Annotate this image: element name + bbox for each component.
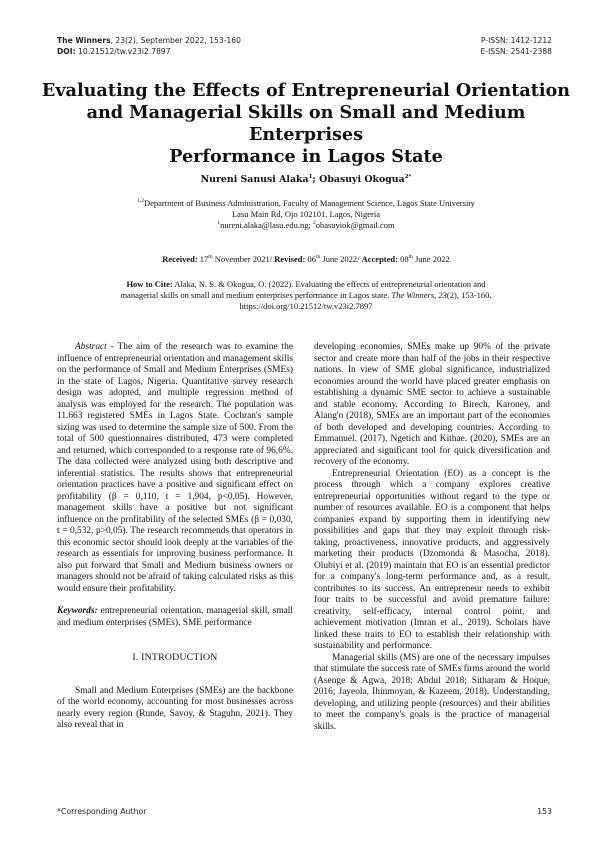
affiliation-sup: 1,2 — [137, 198, 144, 205]
cite-part-3: (2), 153-160. — [446, 290, 492, 300]
keywords — [57, 606, 293, 629]
email-2-sup: 2 — [312, 220, 316, 227]
left-column — [57, 342, 293, 732]
email-2[interactable]: obasuyiok@gmail.com — [315, 220, 395, 230]
body-paragraph-continued: developing economies, SMEs make up 90% of the private sector and create more than half of the jobs in their respective nations. In view of SME global significance, industrialized economies around the world have placed greater emphasis on establishing a dynamic SME sector to achieve a sustainable and stable economy. According to Birech, Karoney, and Alang'o (2018), SMEs are an important part of the economies of both developed and developing countries. According to Emmanuel. (2017), Ngetich and Kithae. (2020), SMEs are an appreciated and significant tool for quick diversification and recovery of the economy. — [314, 342, 550, 467]
revised-day: 06 — [305, 254, 316, 264]
intro-paragraph-1: Small and Medium Enterprises (SMEs) are the backbone of the world economy, accounting for most businesses across nearly every region (Runde, Savoy, & Staguhn, 2021). They also reveal that in — [57, 685, 293, 730]
submission-dates — [40, 254, 572, 264]
author-list — [40, 174, 572, 185]
keywords-label: Keywords: — [57, 606, 98, 616]
body-paragraph-ms: Managerial skills (MS) are one of the necessary impulses that stimulate the success rate of SMEs firms around the world (Asenge & Agwa, 2018; Abdul 2018; Sitharam & Hoque, 2016; Jayeola, Ihinmoyan, & Kazeem, 2018). Understanding, developing, and utilizing people (resources) and their abilities to meet the company's goals is the practice of managerial skills. — [314, 652, 550, 732]
doi-label: DOI: — [57, 47, 76, 56]
author-2: Obasuyi Okogua — [319, 174, 405, 185]
journal-citation-line — [57, 35, 241, 46]
keywords-text: entrepreneurial orientation, managerial skill, small and medium enterprises (SMEs), SME performance — [57, 606, 293, 628]
revised-rest: June 2022/ — [320, 254, 362, 264]
title-line-3: Performance in Lagos State — [169, 146, 443, 167]
accepted-label: Accepted: — [361, 254, 398, 264]
affiliation — [40, 198, 572, 231]
issn-block — [481, 35, 552, 57]
body-paragraph-eo: Entrepreneurial Orientation (EO) as a concept is the process through which a company explores creative entrepreneurial opportunities without regard to the type or number of resources available. EO is a component that helps companies expand by supporting them in identifying new possibilities and gaps that they may exploit through risk-taking, proactiveness, innovative products, and aggressively marketing their products (Dzomonda & Masocha, 2018). Olubiyi et al. (2019) maintain that EO is an essential predictor for a company's long-term performance and, as a result, contributes to its success. An entrepreneur needs to exhibit four traits to be successful and avoid premature failure: creativity, self-efficacy, internal control point, and achievement motivation (Imran et al., 2019). Scholars have linked these traits to EO to establish their relationship with sustainability and performance. — [314, 468, 550, 651]
cite-url[interactable]: https://doi.org/10.21512/tw.v23i2.7897 — [239, 301, 373, 311]
email-1[interactable]: nureni.alaka@lasu.edu.ng; — [220, 220, 313, 230]
accepted-day: 08 — [397, 254, 409, 264]
cite-label: How to Cite: — [126, 279, 173, 289]
doi-value[interactable]: 10.21512/tw.v23i2.7897 — [75, 47, 171, 56]
author-separator: ; — [312, 174, 320, 185]
pissn: P-ISSN: 1412-1212 — [480, 36, 552, 45]
author-2-sup: 2* — [404, 173, 412, 180]
revised-sup: th — [316, 254, 321, 261]
doi-line — [57, 46, 241, 57]
journal-issue: , 23(2), September 2022, 153-160 — [110, 36, 241, 45]
cite-line-1 — [40, 279, 572, 290]
how-to-cite — [40, 279, 572, 312]
affiliation-text: Department of Business Administration, Faculty of Management Science, Lagos State University — [143, 198, 475, 208]
abstract-text: - The aim of the research was to examine the influence of entrepreneurial orientation and management skills on the performance of Small and Medium Enterprises (SMEs) in the state of Lagos, Nigeria. Quantitative survey research design was adopted, and multiple regression method of analysis was employed for the research. The population was 11.663 registered SMEs in Lagos State. Cochran's sample sizing was used to determine the sample size of 500. From the total of 500 questionnaires distributed, 473 were completed and returned, which corresponded to a response rate of 96,6%. The data collected were analyzed using both descriptive and inferential statistics. The results shows that entrepreneurial orientation practices have a positive and significant effect on profitability (β = 0,110, t = 1,904, p<0,05). However, management skills have a positive but not significant influence on the profitability of the selected SMEs (β = 0,030, t = 0,532, p>0,05). The research recommends that operators in this economic sector should look deeply at the variables of the research as essentials for improving business performance. It also put forward that Small and Medium business owners or managers should not be afraid of taking calculated risks as this would ensure their profitability. — [57, 342, 293, 594]
received-rest: November 2021/ — [212, 254, 275, 264]
title-line-1: Evaluating the Effects of Entrepreneurial Orientation — [41, 80, 571, 101]
author-1-sup: 1 — [308, 173, 313, 180]
journal-header — [57, 35, 241, 57]
accepted-rest: June 2022 — [412, 254, 450, 264]
abstract-label: Abstract — [75, 342, 107, 352]
email-line — [40, 220, 572, 231]
revised-label: Revised: — [274, 254, 306, 264]
eissn: E-ISSN: 2541-2388 — [480, 47, 552, 56]
author-1: Nureni Sanusi Alaka — [200, 174, 309, 185]
received-sup: th — [208, 254, 213, 261]
received-label: Received: — [162, 254, 198, 264]
section-heading-introduction: I. INTRODUCTION — [132, 652, 218, 663]
page-number: 153 — [537, 807, 552, 816]
received-day: 17 — [197, 254, 209, 264]
accepted-sup: th — [408, 254, 413, 261]
affiliation-line-2: Lasu Main Rd, Ojo 102101, Lagos, Nigeria — [231, 209, 381, 219]
cite-line-2 — [40, 290, 572, 301]
cite-journal: The Winners, 23 — [391, 290, 447, 300]
right-column — [314, 342, 550, 733]
cite-part-1: Alaka, N. S. & Okogua, O. (2022). Evaluating the effects of entrepreneurial orientation and — [172, 279, 486, 289]
corresponding-author-note: *Corresponding Author — [57, 807, 147, 816]
journal-name: The Winners — [57, 36, 111, 45]
paper-title — [40, 80, 572, 168]
affiliation-line-1 — [40, 198, 572, 209]
title-line-2: and Managerial Skills on Small and Medium Enterprises — [86, 102, 526, 145]
abstract — [57, 342, 293, 595]
cite-part-2: managerial skills on small and medium enterprises performance in Lagos state. — [120, 290, 392, 300]
email-1-sup: 1 — [217, 220, 221, 227]
